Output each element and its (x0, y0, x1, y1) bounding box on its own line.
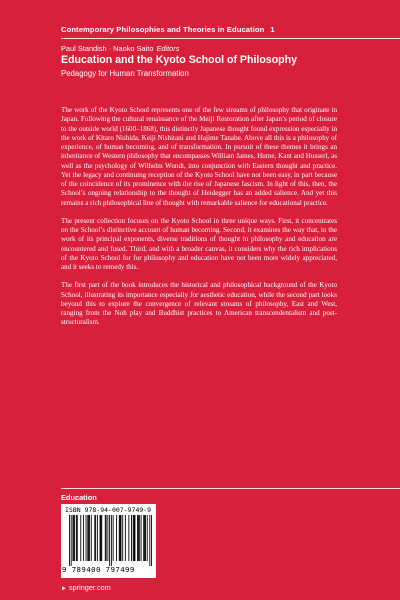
barcode-bar (95, 515, 96, 561)
barcode-bar (72, 515, 73, 561)
editors-role: Editors (156, 44, 180, 53)
barcode-bar (105, 515, 106, 561)
barcode-bars (69, 515, 152, 566)
barcode-bar (100, 515, 101, 561)
barcode-bar (100, 515, 101, 561)
barcode-bar (131, 515, 132, 561)
barcode-bar (83, 515, 84, 561)
barcode-bar (71, 515, 72, 566)
editors-line (61, 44, 179, 53)
barcode-bar (86, 515, 87, 561)
series-title (61, 25, 381, 34)
barcode-bar (113, 515, 114, 561)
barcode-bar (128, 515, 129, 561)
barcode-bar (121, 515, 122, 561)
barcode-bar (144, 515, 145, 561)
barcode-bar (151, 515, 152, 566)
barcode-bar (111, 515, 112, 566)
barcode-bar (134, 515, 135, 561)
barcode-bar (143, 515, 144, 561)
subject-category: Education (61, 493, 97, 502)
barcode-bar (107, 515, 108, 561)
series-number: 1 (270, 25, 275, 34)
barcode-bar (94, 515, 95, 561)
barcode-bar (125, 515, 126, 561)
book-subtitle: Pedagogy for Human Transformation (61, 69, 189, 78)
barcode-bar (74, 515, 75, 561)
barcode-bar (106, 515, 107, 561)
blurb-paragraph-2: The present collection focuses on the Kyoto School in three unique ways. First, it concentrates on the School’s distinctive account of human becoming. Second, it examines the way that, in the work of its principal exponents, diverse traditions of thought in philosophy and education are encountered and fused. Third, and with a broader canvas, it considers why the rich implications of the Kyoto School for for philosophy and education have not been more widely appreciated, and it seeks to remedy this. (61, 216, 337, 271)
barcode-bar (147, 515, 148, 561)
barcode-bar (91, 515, 92, 561)
barcode-bar (149, 515, 150, 566)
website-label: springer.com (68, 583, 111, 592)
barcode-bar (97, 515, 98, 561)
barcode (61, 504, 156, 578)
barcode-bar (88, 515, 89, 561)
barcode-bar (120, 515, 121, 561)
barcode-bar (137, 515, 138, 561)
barcode-digits: 9 789400 797499 (62, 565, 135, 574)
barcode-bar (109, 515, 110, 566)
top-divider (61, 38, 400, 39)
series-name: Contemporary Philosophies and Theories in Education (61, 25, 265, 34)
barcode-bar (76, 515, 77, 561)
barcode-bar (87, 515, 88, 561)
barcode-bar (133, 515, 134, 561)
barcode-bar (141, 515, 142, 561)
barcode-bar (135, 515, 136, 561)
barcode-bar (89, 515, 90, 561)
book-title: Education and the Kyoto School of Philosophy (61, 54, 298, 66)
barcode-bar (101, 515, 102, 561)
website[interactable] (61, 583, 111, 592)
barcode-bar (119, 515, 120, 561)
blurb (61, 106, 337, 337)
blurb-paragraph-3: The first part of the book introduces the historical and philosophical background of the Kyoto School, illustrating its importance especially for aesthetic education, while the second part looks beyond this to explore the convergence of relevant streams of philosophy, East and West, ranging from the Noh play and Buddhist practices to American transcendentalism and post-structuralism. (61, 281, 337, 327)
barcode-bar (77, 515, 78, 561)
editor-names: Paul Standish · Naoko Saito (61, 44, 154, 53)
isbn-label: ISBN 978-94-007-9749-9 (65, 506, 152, 514)
barcode-bar (122, 515, 123, 561)
barcode-bar (69, 515, 70, 566)
blurb-paragraph-1: The work of the Kyoto School represents one of the few streams of philosophy that originate in Japan. Following the cultural renaissance of the Meiji Restoration after Japan’s period of closure to the outside world (1600–1868), this distinctly Japanese thought found expression especially in the work of Kitaro Nishida, Keiji Nishitani and Hajime Tanabe. Above all this is a philosophy of experience, of human becoming, and of transformation. In pursuit of these themes it brings an inheritance of Western philosophy that encompasses William James, Hume, Kant and Husserl, as well as the psychology of Wilhelm Wundt, into conjunction with Eastern thought and practice. Yet the legacy and continuing reception of the Kyoto School have not been easy, in part because of the coincidence of its prominence with the rise of Japanese fascism. In light of this, then, the School’s ongoing relationship to the thought of Heidegger has an added salience. And yet this remains a rich philosophical line of thought with remarkable salience for educational practice. (61, 106, 337, 207)
barcode-bar (80, 515, 81, 561)
barcode-bar (139, 515, 140, 561)
arrow-icon: ► (61, 586, 67, 592)
barcode-bar (145, 515, 146, 561)
barcode-bar (138, 515, 139, 561)
bottom-divider (61, 488, 400, 489)
barcode-bar (73, 515, 74, 561)
barcode-bar (116, 515, 117, 561)
